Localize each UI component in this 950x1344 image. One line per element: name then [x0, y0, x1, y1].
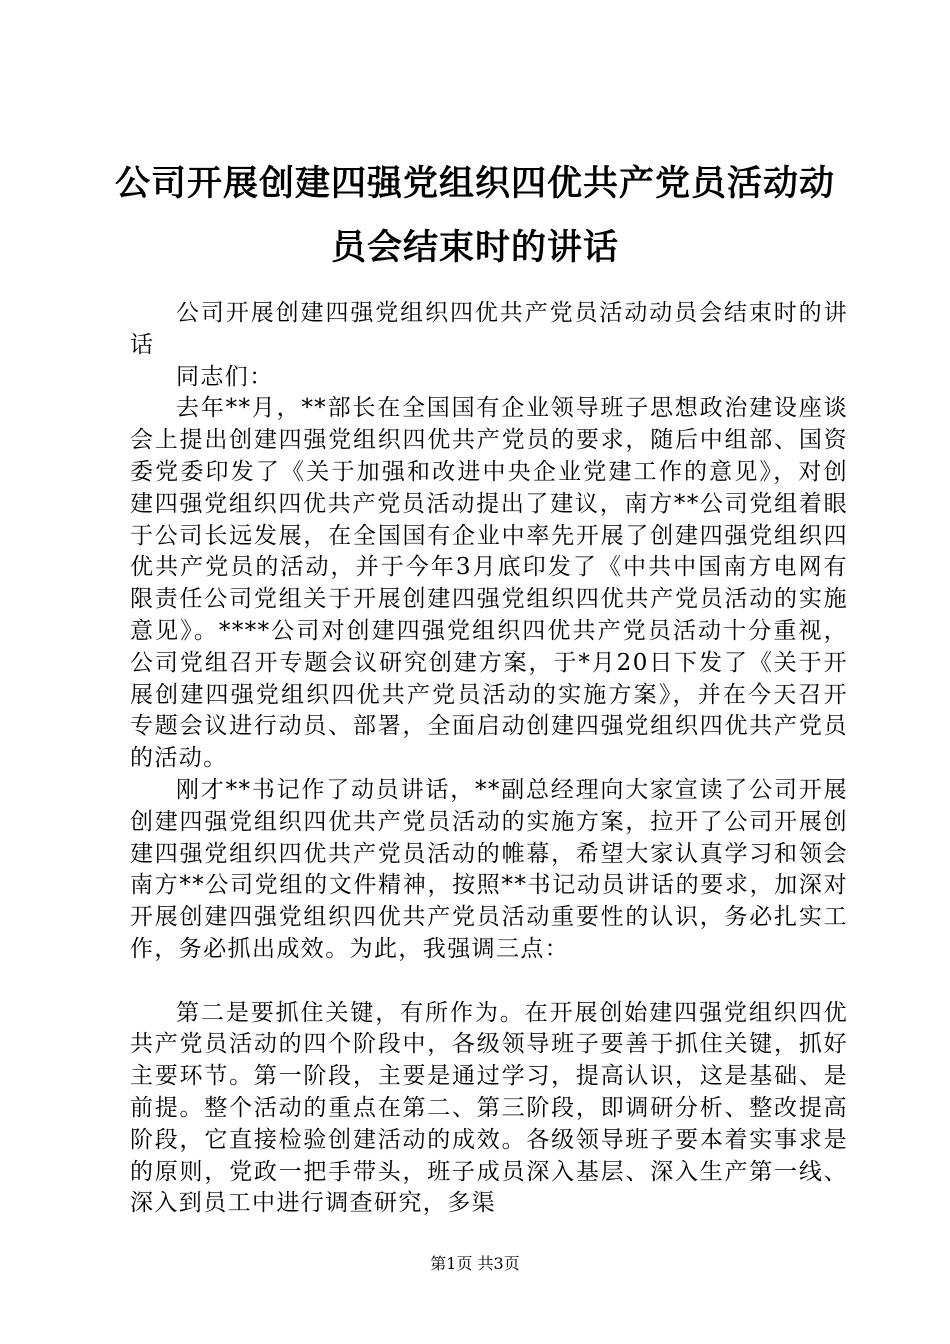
document-title: 公司开展创建四强党组织四优共产党员活动动员会结束时的讲话 — [114, 163, 835, 268]
paragraph-background: 去年**月，**部长在全国国有企业领导班子思想政治建设座谈会上提出创建四强党组织四优共产党员的要求，随后中组部、国资委党委印发了《关于加强和改进中央企业党建工作的意见》，对创建四强党组织四优共产党员活动提出了建议，南方**公司党组着眼于公司长远发展，在全国国有企业中率先开展了创建四强党组织四优共产党员的活动，并于今年3月底印发了《中共中国南方电网有限责任公司党组关于开展创建四强党组织四优共产党员活动的实施意见》。****公司对创建四强党组织四优共产党员活动十分重视，公司党组召开专题会议研究创建方案，于*月20日下发了《关于开展创建四强党组织四优共产党员活动的实施方案》，并在今天召开专题会议进行动员、部署，全面启动创建四强党组织四优共产党员的活动。 — [130, 395, 848, 772]
document-body — [130, 298, 848, 1220]
page-footer: 第1页 共3页 — [430, 1254, 520, 1273]
paragraph-salutation: 同志们： — [176, 363, 274, 390]
paragraph-second-point: 第二是要抓住关键，有所作为。在开展创始建四强党组织四优共产党员活动的四个阶段中，各级领导班子要善于抓住关键，抓好主要环节。第一阶段，主要是通过学习，提高认识，这是基础、是前提。整个活动的重点在第二、第三阶段，即调研分析、整改提高阶段，它直接检验创建活动的成效。各级领导班子要本着实事求是的原则，党政一把手带头，班子成员深入基层、深入生产第一线、深入到员工中进行调查研究，多渠 — [130, 999, 848, 1217]
paragraph-requirements: 刚才**书记作了动员讲话，**副总经理向大家宣读了公司开展创建四强党组织四优共产党员活动的实施方案，拉开了公司开展创建四强党组织四优共产党员活动的帷幕，希望大家认真学习和领会南方**公司党组的文件精神，按照**书记动员讲话的要求，加深对开展创建四强党组织四优共产党员活动重要性的认识，务必扎实工作，务必抓出成效。为此，我强调三点： — [130, 776, 848, 962]
paragraph-title-repeat: 公司开展创建四强党组织四优共产党员活动动员会结束时的讲话 — [130, 300, 848, 358]
